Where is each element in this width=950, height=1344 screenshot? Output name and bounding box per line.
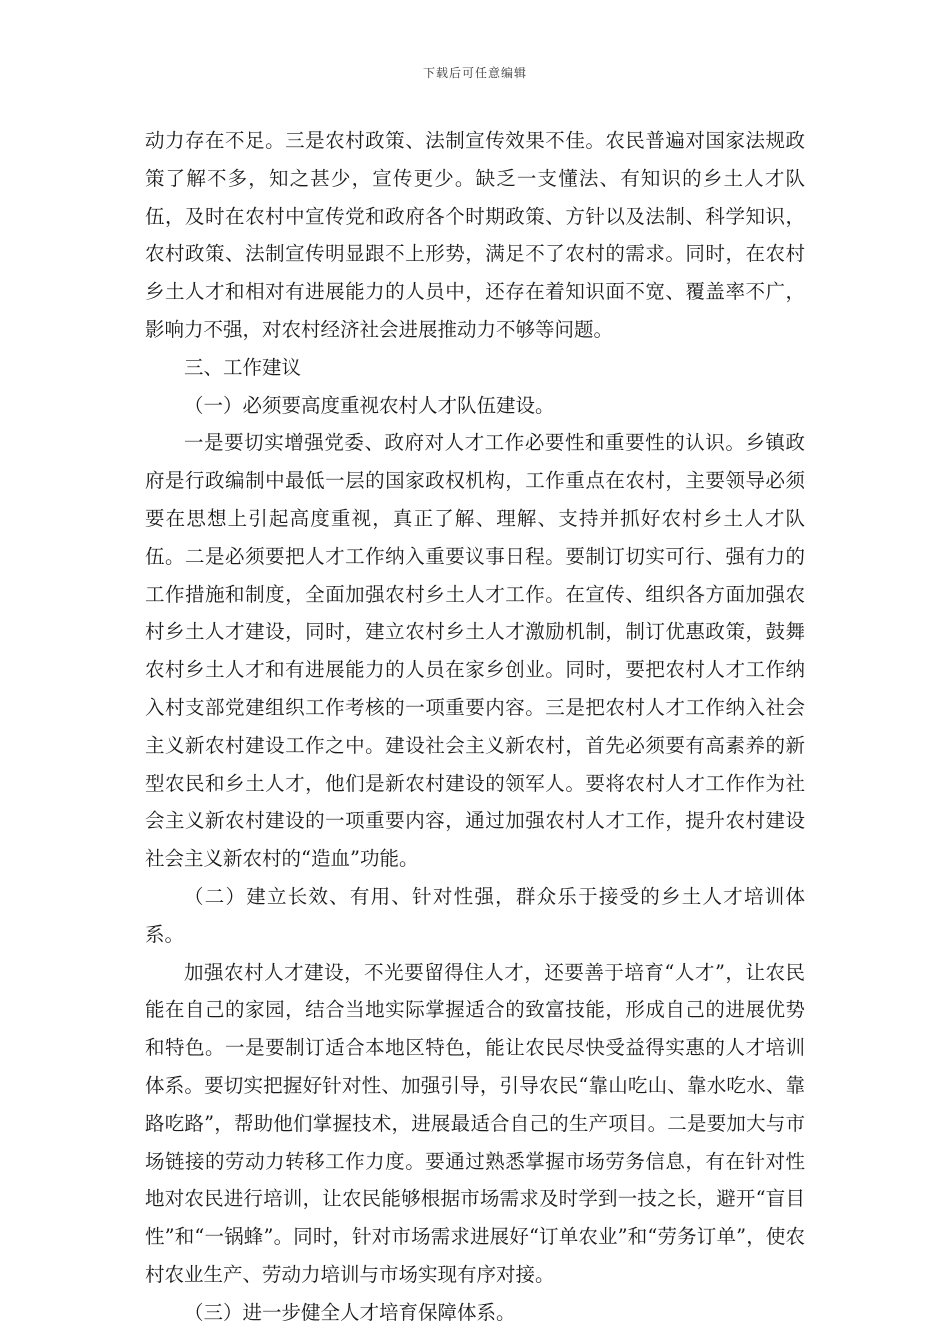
subheading-2: （二）建立长效、有用、针对性强，群众乐于接受的乡土人才培训体系。: [145, 884, 805, 946]
paragraph-3: 加强农村人才建设，不光要留得住人才，还要善于培育“人才”，让农民能在自己的家园，结合当地实际掌握适合的致富技能，形成自己的进展优势和特色。一是要制订适合本地区特色，能让农民尽快受益得实惠的人才培训体系。要切实把握好针对性、加强引导，引导农民“靠山吃山、靠水吃水、靠路吃路”，帮助他们掌握技术，进展最适合自己的生产项目。二是要加大与市场链接的劳动力转移工作力度。要通过熟悉掌握市场劳务信息，有在针对性地对农民进行培训，让农民能够根据市场需求及时学到一技之长，避开“盲目性”和“一锅蜂”。同时，针对市场需求进展好“订单农业”和“劳务订单”，使农村农业生产、劳动力培训与市场实现有序对接。: [145, 960, 805, 1286]
section-heading-work-suggestions: 三、工作建议: [184, 355, 302, 379]
subheading-3: （三）进一步健全人才培育保障体系。: [184, 1300, 516, 1324]
paragraph-1: 动力存在不足。三是农村政策、法制宣传效果不佳。农民普遍对国家法规政策了解不多，知之甚少，宣传更少。缺乏一支懂法、有知识的乡土人才队伍，及时在农村中宣传党和政府各个时期政策、方针以及法制、科学知识，农村政策、法制宣传明显跟不上形势，满足不了农村的需求。同时，在农村乡土人才和相对有进展能力的人员中，还存在着知识面不宽、覆盖率不广，影响力不强，对农村经济社会进展推动力不够等问题。: [145, 129, 805, 341]
header-note: 下载后可任意编辑: [422, 66, 527, 80]
document-body: [145, 122, 805, 1332]
paragraph-2: 一是要切实增强党委、政府对人才工作必要性和重要性的认识。乡镇政府是行政编制中最低一层的国家政权机构，工作重点在农村，主要领导必须要在思想上引起高度重视，真正了解、理解、支持并抓好农村乡土人才队伍。二是必须要把人才工作纳入重要议事日程。要制订切实可行、强有力的工作措施和制度，全面加强农村乡土人才工作。在宣传、组织各方面加强农村乡土人才建设，同时，建立农村乡土人才激励机制，制订优惠政策，鼓舞农村乡土人才和有进展能力的人员在家乡创业。同时，要把农村人才工作纳入村支部党建组织工作考核的一项重要内容。三是把农村人才工作纳入社会主义新农村建设工作之中。建设社会主义新农村，首先必须要有高素养的新型农民和乡土人才，他们是新农村建设的领军人。要将农村人才工作作为社会主义新农村建设的一项重要内容，通过加强农村人才工作，提升农村建设社会主义新农村的“造血”功能。: [145, 431, 805, 871]
subheading-1: （一）必须要高度重视农村人才队伍建设。: [184, 393, 555, 417]
